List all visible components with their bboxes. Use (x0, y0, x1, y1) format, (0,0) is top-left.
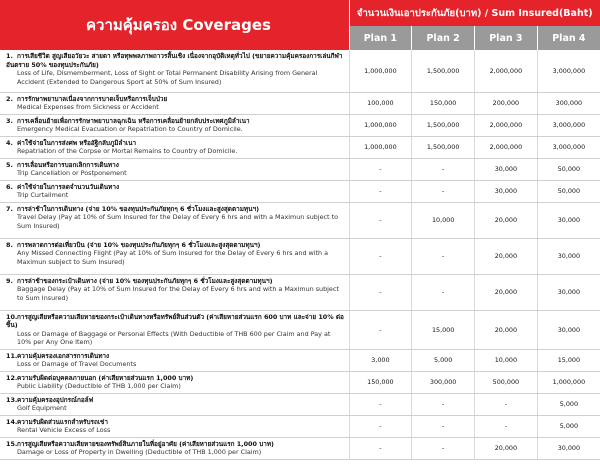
coverage-thai-label: การเคลื่อนย้ายเพื่อการรักษาพยาบาลฉุกเฉิน หรือการเคลื่อนย้ายกลับประเทศภูมิลำเนา (17, 116, 250, 125)
coverage-thai-label: ความรับผิดส่วนแรกสำหรับรถเช่า (17, 417, 108, 426)
coverage-english-label: Repatriation of the Corpse or Mortal Remains to Country of Domicile. (17, 147, 238, 155)
coverage-number: 6. (6, 182, 13, 191)
plan-4-value: 50,000 (537, 180, 600, 202)
table-row (0, 238, 600, 274)
coverage-english-label: Travel Delay (Pay at 10% of Sum Insured for the Delay of Every 6 hrs and with a Maximun subject to Sum Insured) (17, 213, 338, 230)
plan-2-value: 150,000 (412, 92, 475, 114)
plan-1-value: - (349, 415, 412, 437)
coverage-english-label: Loss or Damage of Baggage or Personal Effects (With Deductible of THB 600 per Claim and Pay at 10% per Any One Item) (17, 329, 331, 346)
plan-4-value: 300,000 (537, 92, 600, 114)
plan-4-value: 30,000 (537, 437, 600, 459)
plan-2-value: - (412, 274, 475, 310)
coverage-cell (0, 349, 349, 371)
plan-3-value: 30,000 (475, 158, 538, 180)
coverage-number: 4. (6, 138, 13, 147)
coverage-thai-label: การล่าช้าของกระเป๋าเดินทาง (จ่าย 10% ของทุนประกันภัยทุกๆ 6 ชั่วโมงและสูงสุดตามทุนฯ) (17, 276, 273, 285)
plan-1-value: - (349, 310, 412, 349)
coverage-number: 13. (6, 395, 18, 404)
table-row (0, 114, 600, 136)
coverage-english-label: Loss of Life, Dismemberment, Loss of Sight or Total Permanent Disability Arising from General Accident (Extended to Dangerous Sport at 50% of Sum Insured) (17, 69, 318, 86)
plan-2-header: Plan 2 (412, 26, 475, 50)
coverage-english-label: Public Liability (Deductible of THB 1,000 per Claim) (17, 382, 181, 390)
coverage-cell (0, 136, 349, 158)
plan-3-value: 10,000 (475, 349, 538, 371)
coverage-thai-label: การสูญเสียหรือความเสียหายของทรัพย์สินภายในที่อยู่อาศัย (ค่าเสียหายส่วนแรก 1,000 บาท) (17, 439, 274, 448)
coverage-cell (0, 415, 349, 437)
coverage-rows (0, 50, 600, 459)
coverage-number: 15. (6, 439, 18, 448)
coverage-number: 9. (6, 276, 13, 285)
coverage-thai-label: การเลื่อนหรือการบอกเลิกการเดินทาง (17, 160, 119, 169)
plan-2-value: 15,000 (412, 310, 475, 349)
coverage-english-label: Trip Curtailment (17, 191, 69, 199)
coverage-number: 7. (6, 204, 13, 213)
coverage-cell (0, 393, 349, 415)
table-row (0, 415, 600, 437)
coverage-english-label: Golf Equipment (17, 404, 67, 412)
coverage-thai-label: ค่าใช้จ่ายในการส่งศพ หรืออัฐิกลับภูมิลำเนา (17, 138, 137, 147)
table-row (0, 393, 600, 415)
table-row (0, 136, 600, 158)
plan-1-value: - (349, 180, 412, 202)
coverage-cell (0, 371, 349, 393)
plan-1-value: 1,000,000 (349, 114, 412, 136)
plan-4-value: 30,000 (537, 202, 600, 238)
plan-3-value: 30,000 (475, 180, 538, 202)
sum-insured-header: จำนวนเงินเอาประกันภัย(บาท) / Sum Insured(Baht) (349, 0, 600, 26)
plan-1-value: - (349, 393, 412, 415)
coverage-english-label: Trip Cancellation or Postponement (17, 169, 127, 177)
coverage-thai-label: การพลาดการต่อเที่ยวบิน (จ่าย 10% ของทุนประกันภัยทุกๆ 6 ชั่วโมงและสูงสุดตามทุนฯ) (17, 240, 261, 249)
coverage-number: 12. (6, 373, 18, 382)
plan-3-value: - (475, 415, 538, 437)
coverage-thai-label: การรักษาพยาบาลเนื่องจากการบาดเจ็บหรือการเจ็บป่วย (17, 94, 168, 103)
plan-4-value: 50,000 (537, 158, 600, 180)
coverage-english-label: Damage or Loss of Property in Dwelling (Deductible of THB 1,000 per Claim) (17, 448, 262, 456)
plan-1-value: - (349, 202, 412, 238)
plan-1-value: - (349, 238, 412, 274)
coverage-number: 10. (6, 312, 18, 321)
plan-1-value: - (349, 437, 412, 459)
coverage-cell (0, 437, 349, 459)
plan-3-value: 20,000 (475, 310, 538, 349)
plan-2-value: - (412, 393, 475, 415)
table-row (0, 310, 600, 349)
coverage-cell (0, 50, 349, 92)
table-title: ความคุ้มครอง Coverages (0, 0, 349, 50)
table-row (0, 274, 600, 310)
coverage-cell (0, 274, 349, 310)
plan-4-value: 30,000 (537, 310, 600, 349)
coverage-thai-label: การเสียชีวิต สูญเสียอวัยวะ สายตา หรือทุพพลภาพถาวรสิ้นเชิง เนื่องจากอุบัติเหตุทั่วไป (ขยายความคุ้มครองการเล่นกีฬาอันตราย 50% ของทุนประกันภัย) (6, 52, 343, 69)
plan-3-value: 2,000,000 (475, 136, 538, 158)
coverage-english-label: Any Missed Connecting Flight (Pay at 10% of Sum Insured for the Delay of Every 6 hrs and with a Maximun subject to Sum Insured) (17, 249, 329, 266)
coverage-english-label: Loss or Damage of Travel Documents (17, 360, 137, 368)
plan-4-value: 3,000,000 (537, 114, 600, 136)
plan-4-value: 30,000 (537, 274, 600, 310)
plan-2-value: - (412, 158, 475, 180)
coverage-cell (0, 238, 349, 274)
plan-4-header: Plan 4 (537, 26, 600, 50)
plan-2-value: - (412, 437, 475, 459)
plan-1-value: 150,000 (349, 371, 412, 393)
plan-3-value: 500,000 (475, 371, 538, 393)
plan-1-value: 1,000,000 (349, 50, 412, 92)
plan-2-value: - (412, 415, 475, 437)
plan-4-value: 15,000 (537, 349, 600, 371)
plan-4-value: 30,000 (537, 238, 600, 274)
coverage-cell (0, 202, 349, 238)
table-row (0, 371, 600, 393)
coverage-number: 5. (6, 160, 13, 169)
coverage-english-label: Rental Vehicle Excess of Loss (17, 426, 111, 434)
plan-2-value: 5,000 (412, 349, 475, 371)
coverage-number: 3. (6, 116, 13, 125)
plan-1-header: Plan 1 (349, 26, 412, 50)
coverage-cell (0, 114, 349, 136)
coverage-english-label: Medical Expenses from Sickness or Accident (17, 103, 159, 111)
plan-1-value: - (349, 274, 412, 310)
plan-3-value: 20,000 (475, 202, 538, 238)
plan-3-value: 20,000 (475, 274, 538, 310)
table-row (0, 180, 600, 202)
coverage-cell (0, 180, 349, 202)
coverage-cell (0, 310, 349, 349)
table-row (0, 92, 600, 114)
plan-3-value: 20,000 (475, 238, 538, 274)
table-row (0, 349, 600, 371)
plan-2-value: 1,500,000 (412, 114, 475, 136)
plan-1-value: 1,000,000 (349, 136, 412, 158)
coverage-thai-label: การล่าช้าในการเดินทาง (จ่าย 10% ของทุนประกันภัยทุกๆ 6 ชั่วโมงและสูงสุดตามทุนฯ) (17, 204, 260, 213)
plan-3-value: - (475, 393, 538, 415)
plan-2-value: - (412, 180, 475, 202)
coverage-thai-label: การสูญเสียหรือความเสียหายของกระเป๋าเดินทางหรือทรัพย์สินส่วนตัว (ค่าเสียหายส่วนแรก 600 บาท และจ่าย 10% ต่อชิ้น) (6, 312, 344, 329)
plan-4-value: 3,000,000 (537, 136, 600, 158)
plan-2-value: 10,000 (412, 202, 475, 238)
plan-4-value: 5,000 (537, 415, 600, 437)
coverage-cell (0, 92, 349, 114)
coverage-number: 8. (6, 240, 13, 249)
plan-3-value: 2,000,000 (475, 50, 538, 92)
coverage-thai-label: ความรับผิดต่อบุคคลภายนอก (ค่าเสียหายส่วนแรก 1,000 บาท) (17, 373, 194, 382)
plan-3-value: 20,000 (475, 437, 538, 459)
coverage-thai-label: ค่าใช้จ่ายในการลดจำนวนวันเดินทาง (17, 182, 120, 191)
table-row (0, 202, 600, 238)
plan-3-header: Plan 3 (475, 26, 538, 50)
coverage-number: 1. (6, 52, 13, 60)
table-row (0, 437, 600, 459)
plan-4-value: 3,000,000 (537, 50, 600, 92)
coverage-english-label: Emergency Medical Evacuation or Repatriation to Country of Domicile. (17, 125, 243, 133)
coverage-cell (0, 158, 349, 180)
coverage-thai-label: ความคุ้มครองเอกสารการเดินทาง (17, 351, 110, 360)
plan-3-value: 200,000 (475, 92, 538, 114)
coverage-number: 11. (6, 351, 18, 360)
table-row (0, 158, 600, 180)
plan-1-value: 100,000 (349, 92, 412, 114)
plan-2-value: 1,500,000 (412, 50, 475, 92)
plan-4-value: 5,000 (537, 393, 600, 415)
plan-2-value: 1,500,000 (412, 136, 475, 158)
coverage-thai-label: ความคุ้มครองอุปกรณ์กอล์ฟ (17, 395, 94, 404)
plan-3-value: 2,000,000 (475, 114, 538, 136)
plan-1-value: 3,000 (349, 349, 412, 371)
coverage-number: 14. (6, 417, 18, 426)
plan-4-value: 1,000,000 (537, 371, 600, 393)
coverage-english-label: Baggage Delay (Pay at 10% of Sum Insured for the Delay of Every 6 hrs and with a Maximun subject to Sum Insured) (17, 285, 339, 302)
plan-2-value: - (412, 238, 475, 274)
plan-1-value: - (349, 158, 412, 180)
coverage-number: 2. (6, 94, 13, 103)
table-row (0, 50, 600, 92)
plan-2-value: 300,000 (412, 371, 475, 393)
